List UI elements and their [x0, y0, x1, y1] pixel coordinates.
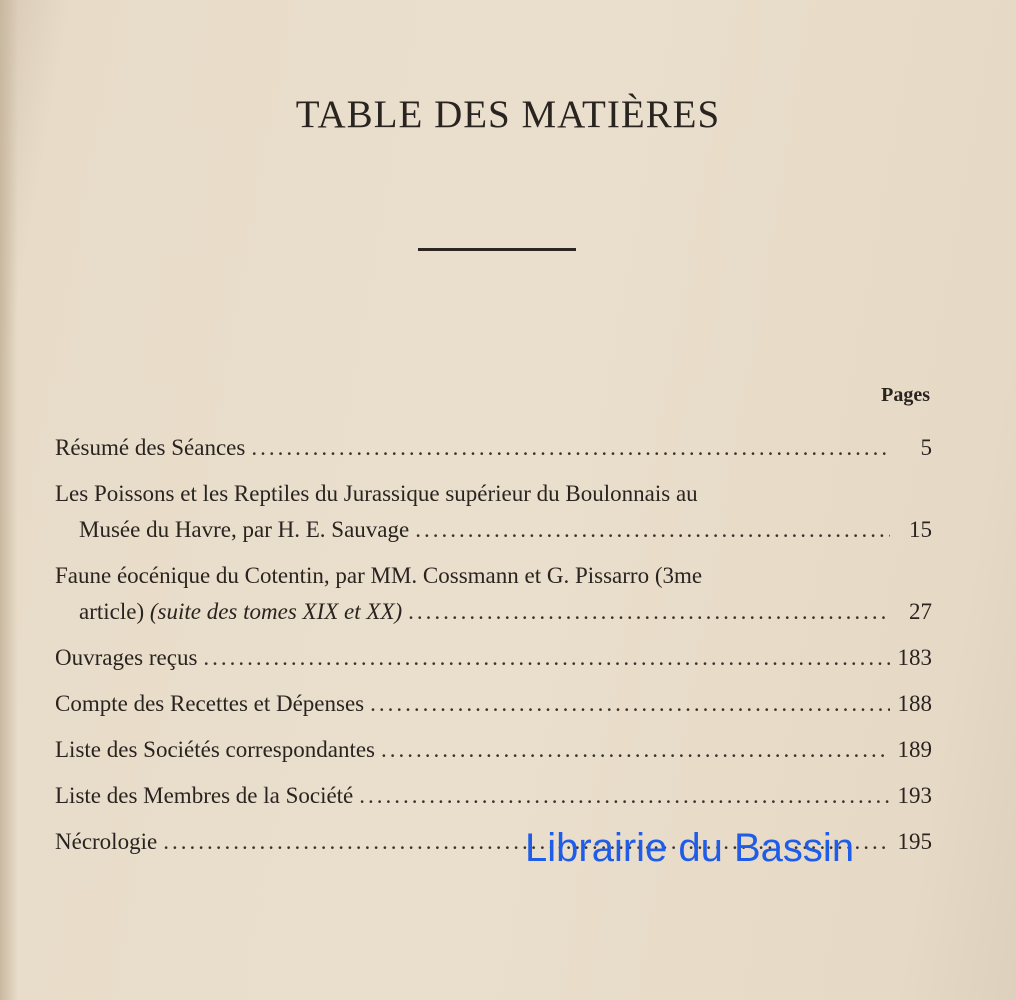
toc-entry-title: Résumé des Séances — [55, 435, 246, 460]
dot-leader — [415, 512, 890, 548]
page-title: TABLE DES MATIÈRES — [295, 93, 721, 136]
toc-entry — [55, 778, 932, 814]
toc-entry-title-cont: Musée du Havre, par H. E. Sauvage — [79, 517, 410, 542]
toc-entry-title-italic: (suite des tomes XIX et XX) — [149, 599, 403, 624]
watermark-text: Librairie du Bassin — [525, 826, 855, 870]
title-rule — [418, 248, 576, 251]
toc-entry-title-cont — [79, 594, 402, 630]
toc-entry-title: Nécrologie — [55, 829, 158, 854]
toc-entry — [55, 558, 932, 594]
toc-entry — [55, 476, 932, 512]
toc-entry-page: 15 — [909, 517, 932, 542]
toc-entry-page: 188 — [897, 691, 932, 716]
toc-entry-title: Liste des Membres de la Société — [55, 783, 354, 808]
toc-entry-title: Liste des Sociétés correspondantes — [55, 737, 375, 762]
toc-entry — [55, 640, 932, 676]
toc-entry-title: Compte des Recettes et Dépenses — [55, 691, 365, 716]
toc-entry-page: 193 — [897, 783, 932, 808]
toc-entry — [55, 686, 932, 722]
toc-entry-page: 183 — [897, 645, 932, 670]
pages-column-header: Pages — [881, 384, 930, 406]
dot-leader — [408, 594, 890, 630]
toc-entry — [55, 430, 932, 466]
toc-entry-continuation — [55, 512, 932, 548]
toc-entry — [55, 732, 932, 768]
toc-entry-title-normal: article) — [79, 599, 145, 624]
toc-entry-page: 5 — [920, 435, 932, 460]
dot-leader — [359, 778, 890, 814]
toc-entry-title: Faune éocénique du Cotentin, par MM. Cossmann et G. Pissarro (3me — [55, 563, 703, 588]
dot-leader — [381, 732, 890, 768]
toc-entry-page: 195 — [897, 829, 932, 854]
dot-leader — [251, 430, 890, 466]
toc-entry-page: 27 — [909, 599, 932, 624]
toc-entry-page: 189 — [897, 737, 932, 762]
toc-entry-title: Ouvrages reçus — [55, 645, 198, 670]
toc-entry-title: Les Poissons et les Reptiles du Jurassique supérieur du Boulonnais au — [55, 481, 698, 506]
toc-entry-continuation — [55, 594, 932, 630]
dot-leader — [370, 686, 890, 722]
table-of-contents — [55, 430, 932, 860]
dot-leader — [203, 640, 890, 676]
